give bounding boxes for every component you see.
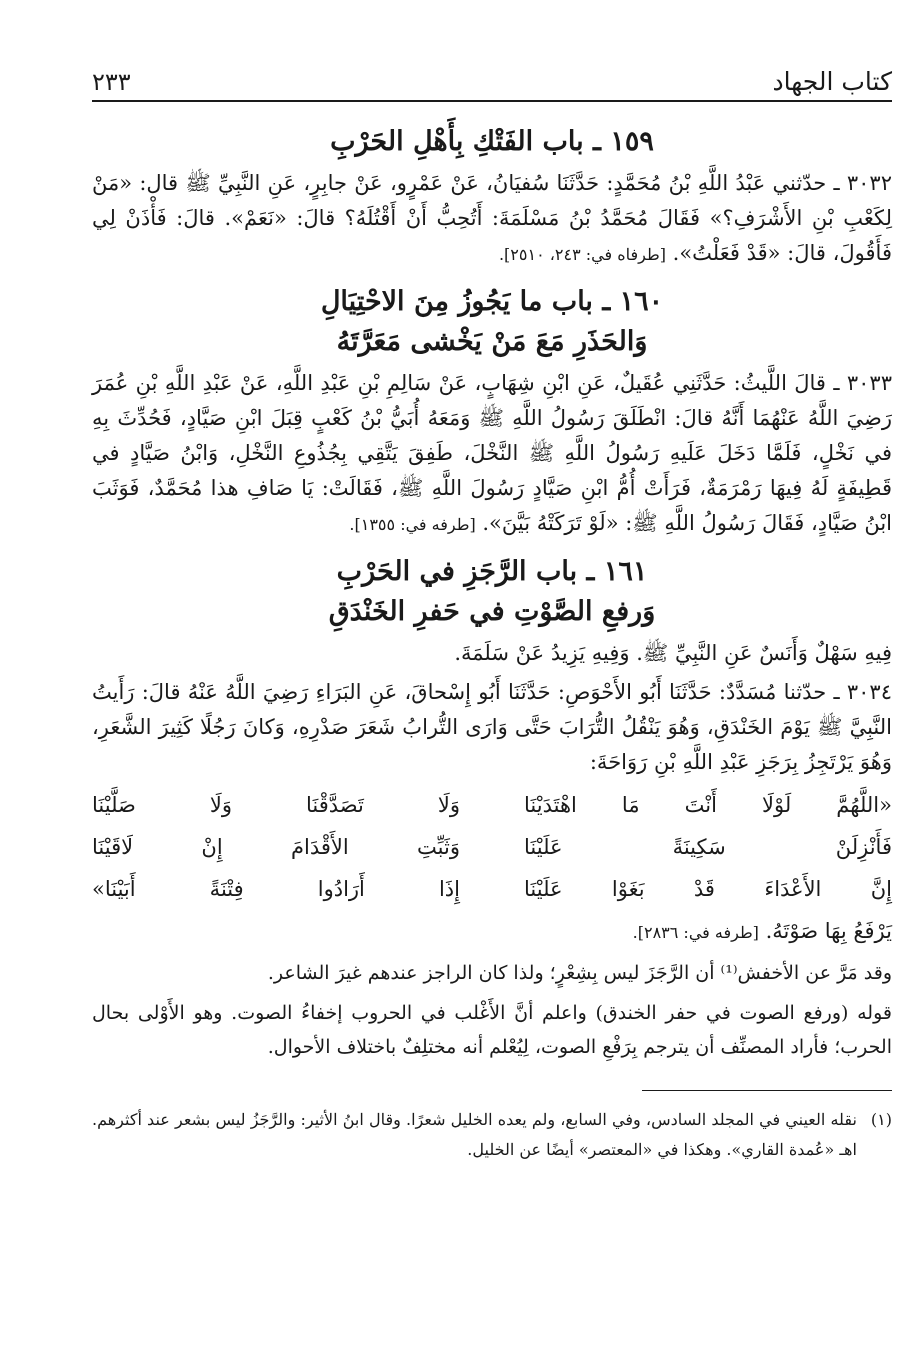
footnote-divider: [642, 1090, 892, 1091]
commentary-paragraph-2: قوله (ورفع الصوت في حفر الخندق) واعلم أنَّ الأَغْلب في الحروب إخفاءُ الصوت. وهو الأَوْلى بحال الحرب؛ فأراد المصنِّف أن يترجم بِرَفْعِ الصوت، لِيُعْلم أنه مختلِفٌ باختلاف الأحوال.: [92, 1002, 892, 1058]
poem-first-hemistich: فَأَنْزِلَنْ سَكِينَةً عَلَيْنَا: [524, 835, 892, 859]
hadith-3033: [92, 366, 892, 542]
cross-reference: [طرفه في: ٢٨٣٦].: [632, 923, 759, 942]
hadith-text: ٣٠٣٢ ـ حدّثني عَبْدُ اللَّهِ بْنُ مُحَمَّدٍ: حَدَّثَنَا سُفيَانُ، عَنْ عَمْرٍو، عَنْ جابِرٍ، عَنِ النَّبِيِّ ﷺ قال: «مَنْ لِكَعْبِ بْنِ الأَشْرَفِ؟» فَقَالَ مُحَمَّدُ بْنُ مَسْلَمَةَ: أَتُحِبُّ أَنْ أَقْتُلَهُ؟ قالَ: «نَعَمْ». قالَ: فَأْذَنْ لِي فَأَقُولَ، قالَ: «قَدْ فَعَلْتُ».: [92, 171, 892, 265]
chapter-heading-161-line-1: ١٦١ ـ باب الرَّجَزِ في الحَرْبِ: [336, 556, 648, 587]
commentary-paragraph-1: وقد مَرَّ عن الأخفش⁽¹⁾ أن الرَّجَزَ ليس بِشِعْرٍ؛ ولذا كان الراجز عندهم غيرَ الشاعر.: [267, 962, 892, 984]
footnote-text: نقله العيني في المجلد السادس، وفي السابع، ولم يعده الخليل شعرًا. وقال ابنُ الأثير: والرَّجَزُ ليس بشعر عند أكثرهم. اهـ «عُمدة القاري». وهكذا في «المعتصر» أيضًا عن الخليل.: [92, 1110, 857, 1159]
poem-second-hemistich: وَلَا تَصَدَّقْنَا وَلَا صَلَّيْنَا: [92, 793, 460, 817]
hadith-3034: ٣٠٣٤ ـ حدّثنا مُسَدَّدٌ: حَدَّثَنَا أَبُو الأَحْوَصِ: حَدَّثَنَا أَبُو إِسْحاقَ، عَنِ البَرَاءِ رَضِيَ اللَّهُ عَنْهُ قالَ: رَأَيتُ النَّبِيَّ ﷺ يَوْمَ الخَنْدَقِ، وَهُوَ يَنْقُلُ التُّرَابَ حَتَّى وَارَى التُّرابُ شَعَرَ صَدْرِهِ، وَكانَ رَجُلًا كَثِيرَ الشَّعَرِ، وَهُوَ يَرْتَجِزُ بِرَجَزِ عَبْدِ اللَّهِ بْنِ رَوَاحَةَ:: [92, 680, 892, 774]
poem-first-hemistich: «اللَّهُمَّ لَوْلَا أَنْتَ مَا اهْتَدَيْنَا: [524, 793, 892, 817]
cross-reference: [طرفاه في: ٢٤٣، ٢٥١٠].: [498, 245, 666, 264]
rajaz-poem: [92, 784, 892, 910]
poem-line: [92, 868, 892, 910]
hadith-3032: [92, 166, 892, 272]
footnote: [92, 1105, 892, 1165]
chapter-intro: فِيهِ سَهْلٌ وَأَنَسٌ عَنِ النَّبِيِّ ﷺ. وَفِيهِ يَزِيدُ عَنْ سَلَمَةَ.: [454, 641, 892, 665]
poem-line: [92, 826, 892, 868]
cross-reference: [طرفه في: ١٣٥٥].: [349, 515, 476, 534]
running-head: [92, 60, 892, 102]
book-title: كتاب الجهاد: [772, 67, 892, 96]
chapter-heading-159: ١٥٩ ـ باب الفَتْكِ بِأَهْلِ الحَرْبِ: [330, 126, 654, 157]
chapter-heading-161-line-2: وَرفعِ الصَّوْتِ في حَفرِ الخَنْدَقِ: [328, 596, 656, 627]
poem-second-hemistich: وَثَبِّتِ الأَقْدَامَ إِنْ لَاقَيْنَا: [92, 835, 460, 859]
document-page: [92, 60, 892, 1350]
page-number: ٢٣٣: [92, 68, 131, 96]
after-poem-text: يَرْفَعُ بِهَا صَوْتَهُ.: [765, 919, 892, 943]
chapter-heading-160-line-1: ١٦٠ ـ باب ما يَجُوزُ مِنَ الاحْتِيَالِ: [320, 286, 664, 317]
poem-line: [92, 784, 892, 826]
after-poem: [92, 914, 892, 950]
poem-first-hemistich: إِنَّ الأَعْدَاءَ قَدْ بَغَوْا عَلَيْنَا: [524, 877, 892, 901]
poem-second-hemistich: إِذَا أَرَادُوا فِتْنَةً أَبَيْنَا»: [92, 877, 460, 901]
footnote-marker: (١): [870, 1110, 892, 1129]
chapter-heading-160-line-2: وَالحَذَرِ مَعَ مَنْ يَخْشى مَعَرَّتَهُ: [336, 326, 648, 357]
hadith-text: ٣٠٣٣ ـ قالَ اللَّيثُ: حَدَّثَنِي عُقَيلٌ، عَنِ ابْنِ شِهَابٍ، عَنْ سَالِمِ بْنِ عَبْدِ اللَّهِ، عَنْ عَبْدِ اللَّهِ بْنِ عُمَرَ رَضِيَ اللَّهُ عَنْهُمَا أَنَّهُ قالَ: انْطَلَقَ رَسُولُ اللَّهِ ﷺ وَمَعَهُ أُبَيُّ بْنُ كَعْبٍ قِبَلَ ابْنِ صَيَّادٍ، فَحُدِّثَ بِهِ في نَخْلٍ، فَلَمَّا دَخَلَ عَلَيهِ رَسُولُ اللَّهِ ﷺ النَّخْلَ، طَفِقَ يَتَّقِي بِجُذُوعِ النَّخْلِ، وَابْنُ صَيَّادٍ في قَطِيفَةٍ لَهُ فِيهَا رَمْرَمَةٌ، فَرَأَتْ أُمُّ ابْنِ صَيَّادٍ رَسُولَ اللَّهِ ﷺ، فَقَالَتْ: يَا صَافِ هذا مُحَمَّدٌ، فَوَثَبَ ابْنُ صَيَّادٍ، فَقَالَ رَسُولُ اللَّهِ ﷺ: «لَوْ تَرَكَتْهُ بَيَّنَ».: [92, 371, 892, 535]
